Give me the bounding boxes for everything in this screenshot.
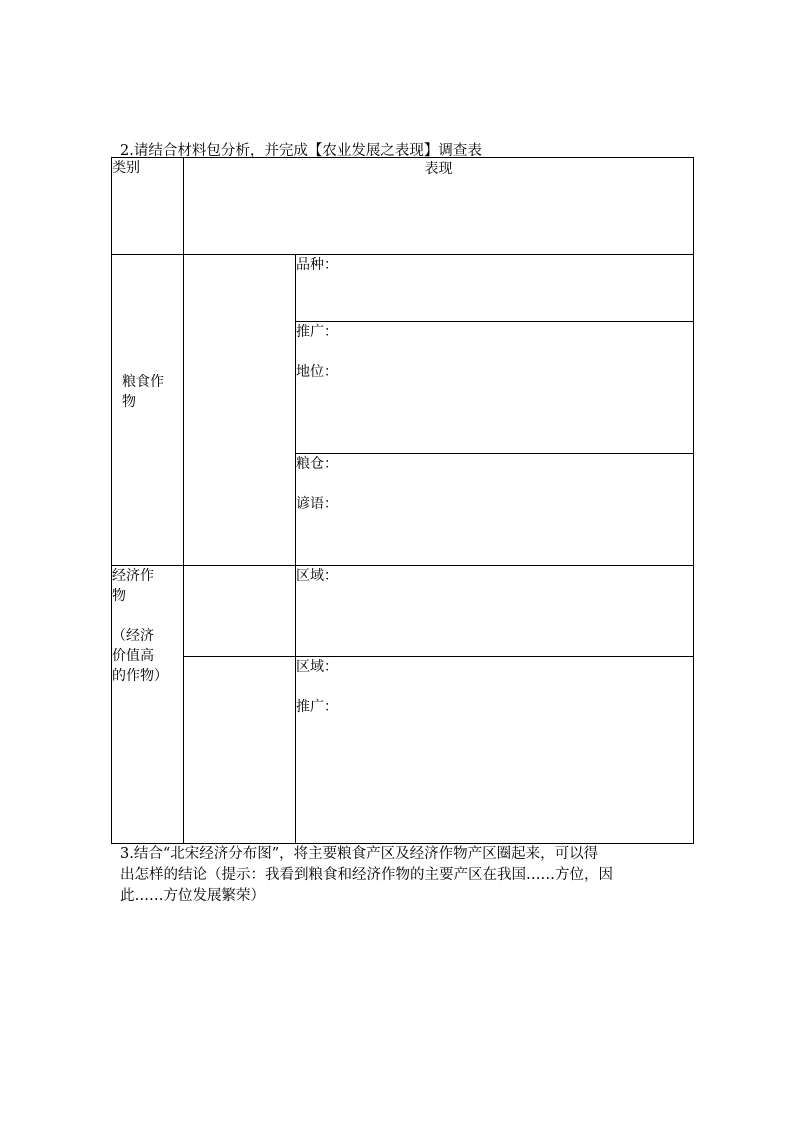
economic-region-label-1: 区域： [296, 568, 338, 584]
economic-promotion-label: 推广： [296, 699, 338, 715]
economic-region-cell-2[interactable] [296, 657, 694, 844]
economic-region-label-2: 区域： [296, 659, 338, 675]
economic-note-line-1: （经济 [112, 628, 154, 644]
grain-granary-cell[interactable] [296, 454, 694, 566]
grain-proverb-label: 谚语： [296, 496, 338, 512]
grain-category-cell [112, 255, 184, 566]
grain-category-line-2: 物 [122, 394, 136, 410]
economic-subtype-cell-1[interactable] [184, 566, 296, 657]
grain-subtype-cell[interactable] [184, 255, 296, 566]
question-3-line-1: 3.结合“北宋经济分布图”，将主要粮食产区及经济作物产区圈起来，可以得 [120, 846, 599, 862]
economic-category-cell [112, 566, 184, 844]
economic-note-line-2: 价值高 [112, 648, 154, 664]
question-3 [120, 844, 695, 907]
economic-region-cell-1[interactable] [296, 566, 694, 657]
grain-variety-label: 品种： [296, 257, 338, 273]
grain-granary-label: 粮仓： [296, 456, 338, 472]
grain-row-1 [112, 255, 694, 322]
question-3-line-2: 出怎样的结论（提示：我看到粮食和经济作物的主要产区在我国……方位，因 [120, 867, 613, 883]
question-3-line-3: 此……方位发展繁荣） [120, 888, 265, 904]
economic-subtype-cell-2[interactable] [184, 657, 296, 844]
economic-row-1 [112, 566, 694, 657]
grain-promotion-cell[interactable] [296, 322, 694, 454]
economic-row-2 [112, 657, 694, 844]
economic-category-line-2: 物 [112, 588, 126, 604]
header-performance-label: 表现 [424, 161, 453, 177]
agriculture-survey-table [111, 157, 694, 844]
grain-category-line-1: 粮食作 [122, 374, 164, 390]
economic-category-line-1: 经济作 [112, 568, 154, 584]
economic-note-line-3: 的作物） [112, 668, 168, 684]
header-performance-cell [184, 158, 694, 255]
grain-promotion-label: 推广： [296, 324, 338, 340]
question-2-title: 2.请结合材料包分析，并完成【农业发展之表现】调查表 [120, 143, 482, 159]
header-row [112, 158, 694, 255]
grain-variety-cell[interactable] [296, 255, 694, 322]
header-category-label: 类别 [112, 160, 140, 176]
header-category-cell [112, 158, 184, 255]
grain-status-label: 地位： [296, 364, 338, 380]
